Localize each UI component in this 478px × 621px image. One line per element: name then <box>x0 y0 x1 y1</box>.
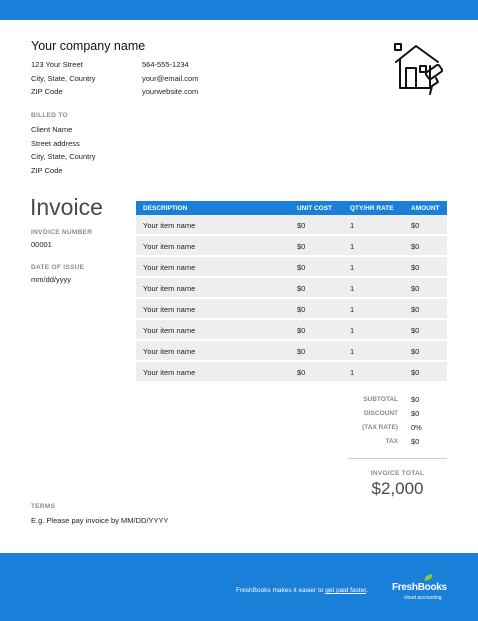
item-description: Your item name <box>143 220 196 230</box>
company-address <box>31 58 95 99</box>
item-unit-cost: $0 <box>297 220 306 230</box>
tax-rate-value: 0% <box>411 423 422 432</box>
date-of-issue: mm/dd/yyyy <box>31 275 72 284</box>
table-row <box>136 257 447 278</box>
client-line: Street address <box>31 138 80 148</box>
footer-tagline <box>236 587 368 594</box>
website: yourwebsite.com <box>142 87 199 96</box>
discount-value: $0 <box>411 409 420 418</box>
address-line: ZIP Code <box>31 87 63 96</box>
table-row <box>136 236 447 257</box>
header-description: DESCRIPTION <box>143 204 188 212</box>
footer-text-end: . <box>366 587 368 594</box>
item-qty: 1 <box>350 346 355 356</box>
item-amount: $0 <box>411 241 420 251</box>
item-unit-cost: $0 <box>297 241 306 251</box>
invoice-total-label: INVOICE TOTAL <box>370 470 425 477</box>
item-qty: 1 <box>350 283 355 293</box>
email: your@email.com <box>142 73 199 83</box>
header-qty: QTY/HR RATE <box>350 204 394 212</box>
header-amount: AMOUNT <box>411 204 440 212</box>
item-qty: 1 <box>350 325 355 335</box>
totals-divider <box>348 458 447 459</box>
item-description: Your item name <box>143 262 196 272</box>
get-paid-faster-link[interactable]: get paid faster <box>325 587 367 594</box>
item-unit-cost: $0 <box>297 346 306 356</box>
item-description: Your item name <box>143 304 196 314</box>
item-unit-cost: $0 <box>297 304 306 314</box>
table-row <box>136 341 447 362</box>
table-row <box>136 299 447 320</box>
top-accent-bar <box>0 0 478 20</box>
item-amount: $0 <box>411 346 420 356</box>
table-header <box>136 201 447 215</box>
client-line: Client Name <box>31 125 73 134</box>
item-qty: 1 <box>350 262 355 272</box>
item-amount: $0 <box>411 367 420 377</box>
item-qty: 1 <box>350 220 355 230</box>
discount-label: DISCOUNT <box>364 410 398 417</box>
company-contact <box>142 58 198 99</box>
house-paint-roller-icon <box>392 40 448 96</box>
address-line: City, State, Country <box>31 73 96 83</box>
item-qty: 1 <box>350 304 355 314</box>
header-unit-cost: UNIT COST <box>297 204 333 212</box>
item-unit-cost: $0 <box>297 367 306 377</box>
client-line: ZIP Code <box>31 165 63 175</box>
billed-to-details <box>31 123 95 177</box>
item-description: Your item name <box>143 367 196 377</box>
billed-to-label: BILLED TO <box>31 112 68 119</box>
invoice-number: 00001 <box>31 240 52 249</box>
subtotal-label: SUBTOTAL <box>363 396 398 403</box>
freshbooks-tagline: cloud accounting <box>404 595 442 601</box>
tax-label: TAX <box>385 438 398 445</box>
item-unit-cost: $0 <box>297 262 306 272</box>
footer-text: FreshBooks makes it easier to <box>236 587 326 594</box>
table-row <box>136 362 447 383</box>
item-amount: $0 <box>411 283 420 293</box>
table-row <box>136 278 447 299</box>
item-amount: $0 <box>411 220 420 230</box>
terms-text: E.g. Please pay invoice by MM/DD/YYYY <box>31 516 169 525</box>
line-items-table <box>136 201 447 383</box>
invoice-number-label: INVOICE NUMBER <box>31 229 93 236</box>
table-row <box>136 320 447 341</box>
subtotal-value: $0 <box>411 395 420 404</box>
table-row <box>136 215 447 236</box>
tax-value: $0 <box>411 437 420 446</box>
item-unit-cost: $0 <box>297 283 306 293</box>
item-amount: $0 <box>411 304 420 314</box>
item-description: Your item name <box>143 325 196 335</box>
item-amount: $0 <box>411 262 420 272</box>
item-amount: $0 <box>411 325 420 335</box>
item-description: Your item name <box>143 283 196 293</box>
freshbooks-logo: FreshBooks <box>392 582 447 593</box>
item-unit-cost: $0 <box>297 325 306 335</box>
item-description: Your item name <box>143 241 196 251</box>
phone: 564-555-1234 <box>142 60 189 69</box>
address-line: 123 Your Street <box>31 60 83 69</box>
item-qty: 1 <box>350 367 355 377</box>
item-qty: 1 <box>350 241 355 251</box>
company-name: Your company name <box>31 39 146 53</box>
invoice-title: Invoice <box>30 194 103 220</box>
client-line: City, State, Country <box>31 152 96 161</box>
invoice-total: $2,000 <box>371 479 424 498</box>
date-of-issue-label: DATE OF ISSUE <box>31 264 85 271</box>
item-description: Your item name <box>143 346 196 356</box>
tax-rate-label: (TAX RATE) <box>362 424 398 431</box>
terms-label: TERMS <box>31 503 56 510</box>
